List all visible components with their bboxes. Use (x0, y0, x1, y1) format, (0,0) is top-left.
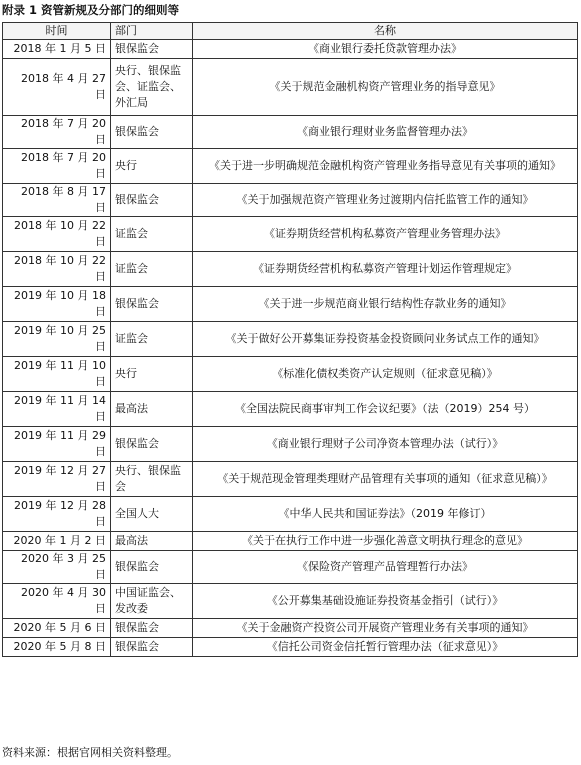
cell-dept: 银保监会 (111, 638, 193, 657)
table-row (3, 551, 578, 584)
cell-date: 2019 年 12 月 27 日 (3, 462, 111, 497)
cell-date: 2018 年 7 月 20 日 (3, 149, 111, 184)
table-row (3, 149, 578, 184)
cell-dept: 央行、银保监会、证监会、外汇局 (111, 59, 193, 116)
cell-name: 《公开募集基础设施证券投资基金指引（试行）》 (193, 584, 578, 619)
cell-name: 《信托公司资金信托暂行管理办法（征求意见）》 (193, 638, 578, 657)
cell-date: 2018 年 10 月 22 日 (3, 217, 111, 252)
cell-name: 《关于做好公开募集证券投资基金投资顾问业务试点工作的通知》 (193, 322, 578, 357)
cell-dept: 央行 (111, 357, 193, 392)
table-row (3, 427, 578, 462)
table-row (3, 532, 578, 551)
cell-dept: 银保监会 (111, 551, 193, 584)
cell-name: 《证券期货经营机构私募资产管理计划运作管理规定》 (193, 252, 578, 287)
cell-date: 2020 年 5 月 6 日 (3, 619, 111, 638)
table-row (3, 184, 578, 217)
cell-name: 《关于进一步明确规范金融机构资产管理业务指导意见有关事项的通知》 (193, 149, 578, 184)
cell-dept: 证监会 (111, 322, 193, 357)
table-row (3, 497, 578, 532)
cell-date: 2019 年 12 月 28 日 (3, 497, 111, 532)
cell-date: 2018 年 10 月 22 日 (3, 252, 111, 287)
cell-dept: 银保监会 (111, 184, 193, 217)
table-header-row (3, 23, 578, 40)
cell-name: 《商业银行理财子公司净资本管理办法（试行）》 (193, 427, 578, 462)
table-row (3, 357, 578, 392)
column-header-dept: 部门 (111, 23, 193, 40)
cell-dept: 银保监会 (111, 287, 193, 322)
cell-name: 《商业银行理财业务监督管理办法》 (193, 116, 578, 149)
cell-dept: 央行 (111, 149, 193, 184)
table-row (3, 40, 578, 59)
cell-name: 《证券期货经营机构私募资产管理业务管理办法》 (193, 217, 578, 252)
table-row (3, 287, 578, 322)
table-caption: 附录 1 资管新规及分部门的细则等 (2, 3, 180, 17)
cell-date: 2019 年 11 月 29 日 (3, 427, 111, 462)
cell-date: 2020 年 1 月 2 日 (3, 532, 111, 551)
cell-dept: 证监会 (111, 217, 193, 252)
cell-name: 《保险资产管理产品管理暂行办法》 (193, 551, 578, 584)
cell-dept: 银保监会 (111, 427, 193, 462)
cell-date: 2019 年 10 月 25 日 (3, 322, 111, 357)
cell-dept: 证监会 (111, 252, 193, 287)
cell-name: 《中华人民共和国证券法》（2019 年修订） (193, 497, 578, 532)
cell-dept: 银保监会 (111, 619, 193, 638)
cell-date: 2020 年 3 月 25 日 (3, 551, 111, 584)
cell-dept: 最高法 (111, 392, 193, 427)
cell-name: 《商业银行委托贷款管理办法》 (193, 40, 578, 59)
cell-date: 2019 年 11 月 10 日 (3, 357, 111, 392)
regulation-table (2, 22, 578, 657)
cell-name: 《关于金融资产投资公司开展资产管理业务有关事项的通知》 (193, 619, 578, 638)
cell-dept: 全国人大 (111, 497, 193, 532)
cell-name: 《关于进一步规范商业银行结构性存款业务的通知》 (193, 287, 578, 322)
cell-date: 2020 年 5 月 8 日 (3, 638, 111, 657)
cell-date: 2020 年 4 月 30 日 (3, 584, 111, 619)
table-row (3, 619, 578, 638)
cell-name: 《全国法院民商事审判工作会议纪要》（法（2019）254 号） (193, 392, 578, 427)
cell-dept: 最高法 (111, 532, 193, 551)
table-row (3, 462, 578, 497)
table-row (3, 59, 578, 116)
table-row (3, 392, 578, 427)
column-header-date: 时间 (3, 23, 111, 40)
cell-name: 《关于规范金融机构资产管理业务的指导意见》 (193, 59, 578, 116)
cell-dept: 央行、银保监会 (111, 462, 193, 497)
cell-dept: 银保监会 (111, 40, 193, 59)
cell-date: 2018 年 1 月 5 日 (3, 40, 111, 59)
column-header-name: 名称 (193, 23, 578, 40)
source-note: 资料来源：根据官网相关资料整理。 (2, 746, 178, 759)
cell-date: 2019 年 11 月 14 日 (3, 392, 111, 427)
table-row (3, 116, 578, 149)
cell-date: 2018 年 4 月 27 日 (3, 59, 111, 116)
table-row (3, 638, 578, 657)
cell-date: 2018 年 8 月 17 日 (3, 184, 111, 217)
cell-name: 《关于规范现金管理类理财产品管理有关事项的通知（征求意见稿）》 (193, 462, 578, 497)
cell-date: 2019 年 10 月 18 日 (3, 287, 111, 322)
table-row (3, 252, 578, 287)
cell-name: 《关于加强规范资产管理业务过渡期内信托监管工作的通知》 (193, 184, 578, 217)
cell-name: 《关于在执行工作中进一步强化善意文明执行理念的意见》 (193, 532, 578, 551)
table-row (3, 217, 578, 252)
cell-date: 2018 年 7 月 20 日 (3, 116, 111, 149)
table-row (3, 584, 578, 619)
cell-dept: 中国证监会、发改委 (111, 584, 193, 619)
table-row (3, 322, 578, 357)
cell-name: 《标准化债权类资产认定规则（征求意见稿）》 (193, 357, 578, 392)
cell-dept: 银保监会 (111, 116, 193, 149)
